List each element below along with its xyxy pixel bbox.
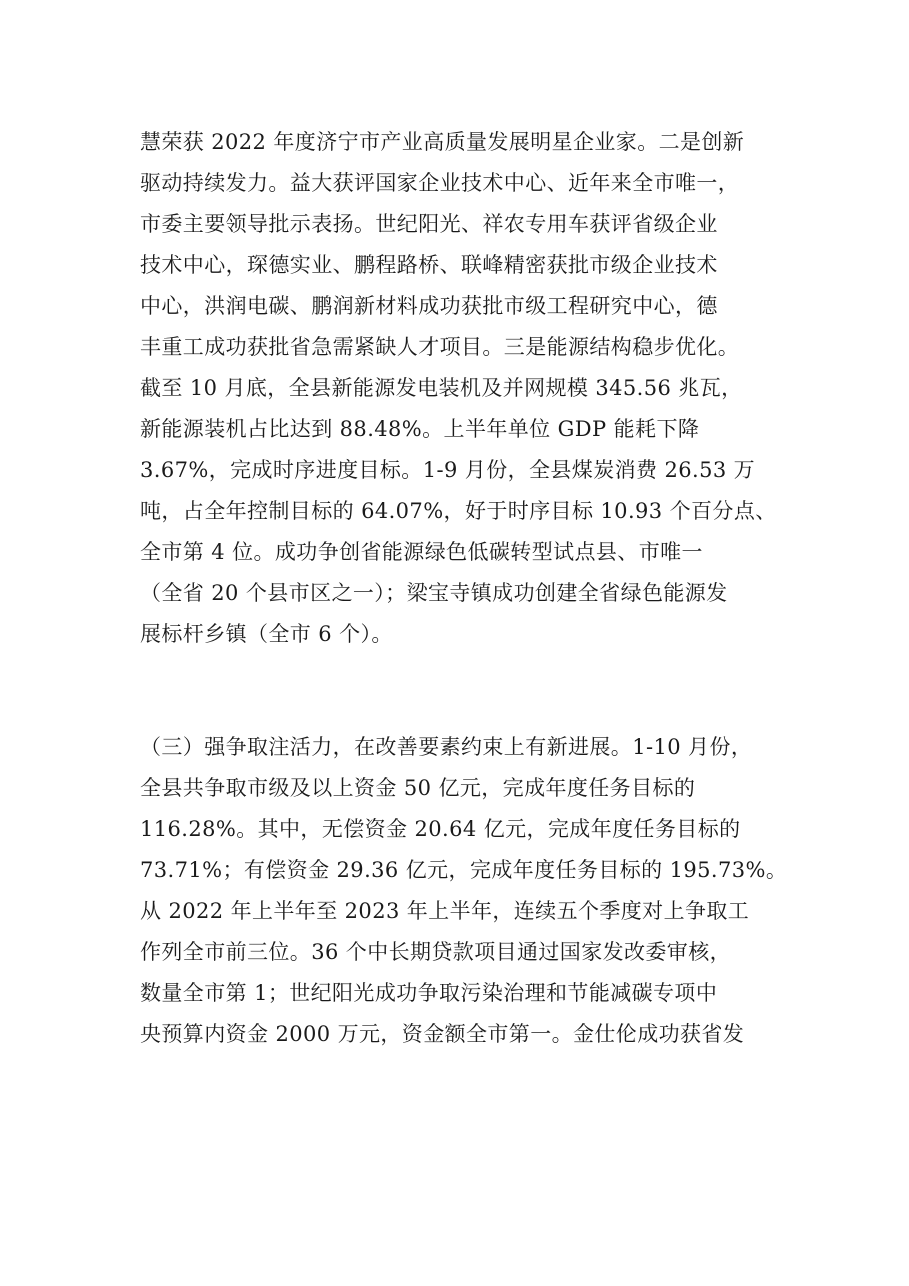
text-line: 全市第 4 位。成功争创省能源绿色低碳转型试点县、市唯一 bbox=[140, 540, 703, 564]
text-line: 新能源装机占比达到 88.48%。上半年单位 GDP 能耗下降 bbox=[140, 417, 700, 441]
text-line: 截至 10 月底，全县新能源发电装机及并网规模 345.56 兆瓦， bbox=[140, 376, 743, 400]
text-line: 技术中心，琛德实业、鹏程路桥、联峰精密获批市级企业技术 bbox=[140, 253, 718, 277]
text-line: 慧荣获 2022 年度济宁市产业高质量发展明星企业家。二是创新 bbox=[140, 130, 745, 154]
text-line: 作列全市前三位。36 个中长期贷款项目通过国家发改委审核， bbox=[140, 940, 731, 964]
text-line: 数量全市第 1；世纪阳光成功争取污染治理和节能减碳专项中 bbox=[140, 981, 718, 1005]
text-line: 驱动持续发力。益大获评国家企业技术中心、近年来全市唯一， bbox=[140, 171, 740, 195]
text-line: 116.28%。其中，无偿资金 20.64 亿元，完成年度任务目标的 bbox=[140, 817, 741, 841]
section-heading-line: （三）强争取注活力，在改善要素约束上有新进展。1-10 月份， bbox=[140, 735, 753, 759]
text-line: 3.67%，完成时序进度目标。1-9 月份，全县煤炭消费 26.53 万 bbox=[140, 458, 756, 482]
text-line: 全县共争取市级及以上资金 50 亿元，完成年度任务目标的 bbox=[140, 776, 696, 800]
paragraph-funding-section bbox=[140, 727, 788, 1055]
text-line: 中心，洪润电碳、鹏润新材料成功获批市级工程研究中心，德 bbox=[140, 294, 718, 318]
paragraph-energy-innovation bbox=[140, 122, 780, 655]
text-line: 央预算内资金 2000 万元，资金额全市第一。金仕伦成功获省发 bbox=[140, 1022, 745, 1046]
text-line: 73.71%；有偿资金 29.36 亿元，完成年度任务目标的 195.73%。 bbox=[140, 858, 788, 882]
text-line: 从 2022 年上半年至 2023 年上半年，连续五个季度对上争取工 bbox=[140, 899, 750, 923]
text-line: 展标杆乡镇（全市 6 个）。 bbox=[140, 622, 393, 646]
text-line: （全省 20 个县市区之一）；梁宝寺镇成功创建全省绿色能源发 bbox=[140, 581, 728, 605]
text-line: 市委主要领导批示表扬。世纪阳光、祥农专用车获评省级企业 bbox=[140, 212, 718, 236]
text-line: 吨，占全年控制目标的 64.07%，好于时序目标 10.93 个百分点、 bbox=[140, 499, 777, 523]
text-line: 丰重工成功获批省急需紧缺人才项目。三是能源结构稳步优化。 bbox=[140, 335, 740, 359]
